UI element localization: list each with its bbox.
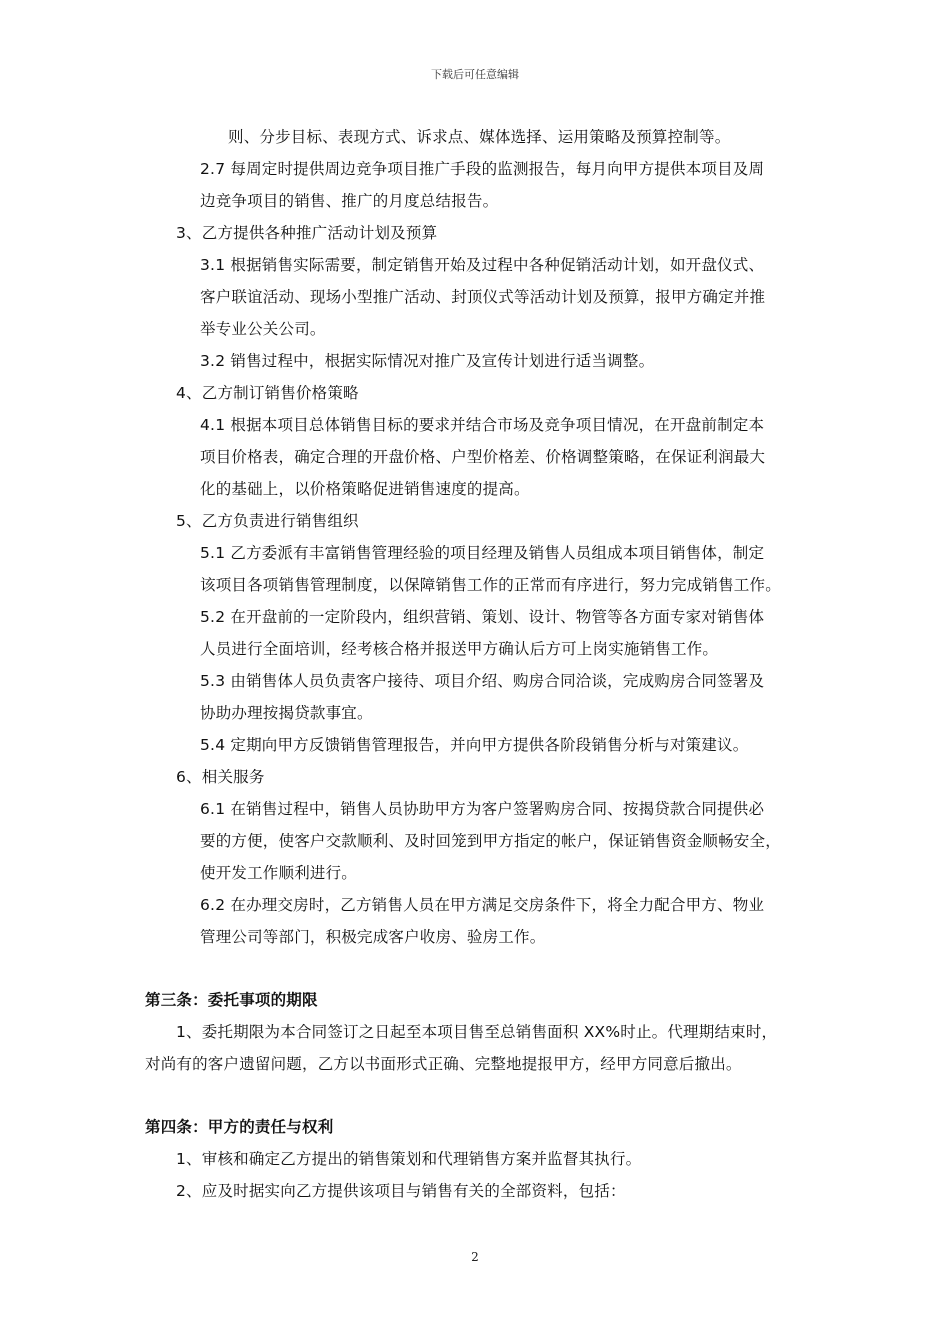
text-line: 6.2 在办理交房时，乙方销售人员在甲方满足交房条件下，将全力配合甲方、物业	[200, 896, 765, 914]
text-line: 1、委托期限为本合同签订之日起至本项目售至总销售面积 XX%时止。代理期结束时，	[176, 1023, 778, 1041]
text-line: 协助办理按揭贷款事宜。	[200, 704, 373, 722]
text-line: 5.4 定期向甲方反馈销售管理报告，并向甲方提供各阶段销售分析与对策建议。	[200, 736, 749, 754]
text-line: 5.1 乙方委派有丰富销售管理经验的项目经理及销售人员组成本项目销售体，制定	[200, 544, 765, 562]
text-line: 边竞争项目的销售、推广的月度总结报告。	[200, 192, 499, 210]
text-line: 5.2 在开盘前的一定阶段内，组织营销、策划、设计、物管等各方面专家对销售体	[200, 608, 765, 626]
text-line: 客户联谊活动、现场小型推广活动、封顶仪式等活动计划及预算，报甲方确定并推	[200, 288, 766, 306]
text-line: 6.1 在销售过程中，销售人员协助甲方为客户签署购房合同、按揭贷款合同提供必	[200, 800, 765, 818]
text-line: 4.1 根据本项目总体销售目标的要求并结合市场及竞争项目情况，在开盘前制定本	[200, 416, 765, 434]
text-line: 6、相关服务	[176, 768, 265, 786]
text-line: 项目价格表，确定合理的开盘价格、户型价格差、价格调整策略，在保证利润最大	[200, 448, 766, 466]
text-line: 举专业公关公司。	[200, 320, 326, 338]
text-line: 化的基础上，以价格策略促进销售速度的提高。	[200, 480, 530, 498]
page-header: 下载后可任意编辑	[431, 68, 519, 81]
text-line: 5、乙方负责进行销售组织	[176, 512, 359, 530]
text-line: 5.3 由销售体人员负责客户接待、项目介绍、购房合同洽谈，完成购房合同签署及	[200, 672, 765, 690]
text-line: 该项目各项销售管理制度，以保障销售工作的正常而有序进行，努力完成销售工作。	[200, 576, 781, 594]
text-line: 3.2 销售过程中，根据实际情况对推广及宣传计划进行适当调整。	[200, 352, 655, 370]
text-line: 3、乙方提供各种推广活动计划及预算	[176, 224, 438, 242]
text-line: 2、应及时据实向乙方提供该项目与销售有关的全部资料，包括：	[176, 1182, 626, 1200]
section-heading: 第三条：委托事项的期限	[145, 991, 318, 1009]
page-number: 2	[471, 1250, 479, 1264]
text-line: 1、审核和确定乙方提出的销售策划和代理销售方案并监督其执行。	[176, 1150, 642, 1168]
text-line: 4、乙方制订销售价格策略	[176, 384, 359, 402]
text-line: 2.7 每周定时提供周边竞争项目推广手段的监测报告，每月向甲方提供本项目及周	[200, 160, 765, 178]
section-heading: 第四条：甲方的责任与权利	[145, 1118, 334, 1136]
text-line: 人员进行全面培训，经考核合格并报送甲方确认后方可上岗实施销售工作。	[200, 640, 719, 658]
text-line: 3.1 根据销售实际需要，制定销售开始及过程中各种促销活动计划，如开盘仪式、	[200, 256, 765, 274]
text-line: 对尚有的客户遗留问题，乙方以书面形式正确、完整地提报甲方，经甲方同意后撤出。	[145, 1055, 742, 1073]
text-line: 管理公司等部门，积极完成客户收房、验房工作。	[200, 928, 546, 946]
text-line: 要的方便，使客户交款顺利、及时回笼到甲方指定的帐户，保证销售资金顺畅安全，	[200, 832, 781, 850]
text-line: 使开发工作顺利进行。	[200, 864, 358, 882]
text-line: 则、分步目标、表现方式、诉求点、媒体选择、运用策略及预算控制等。	[228, 128, 731, 146]
